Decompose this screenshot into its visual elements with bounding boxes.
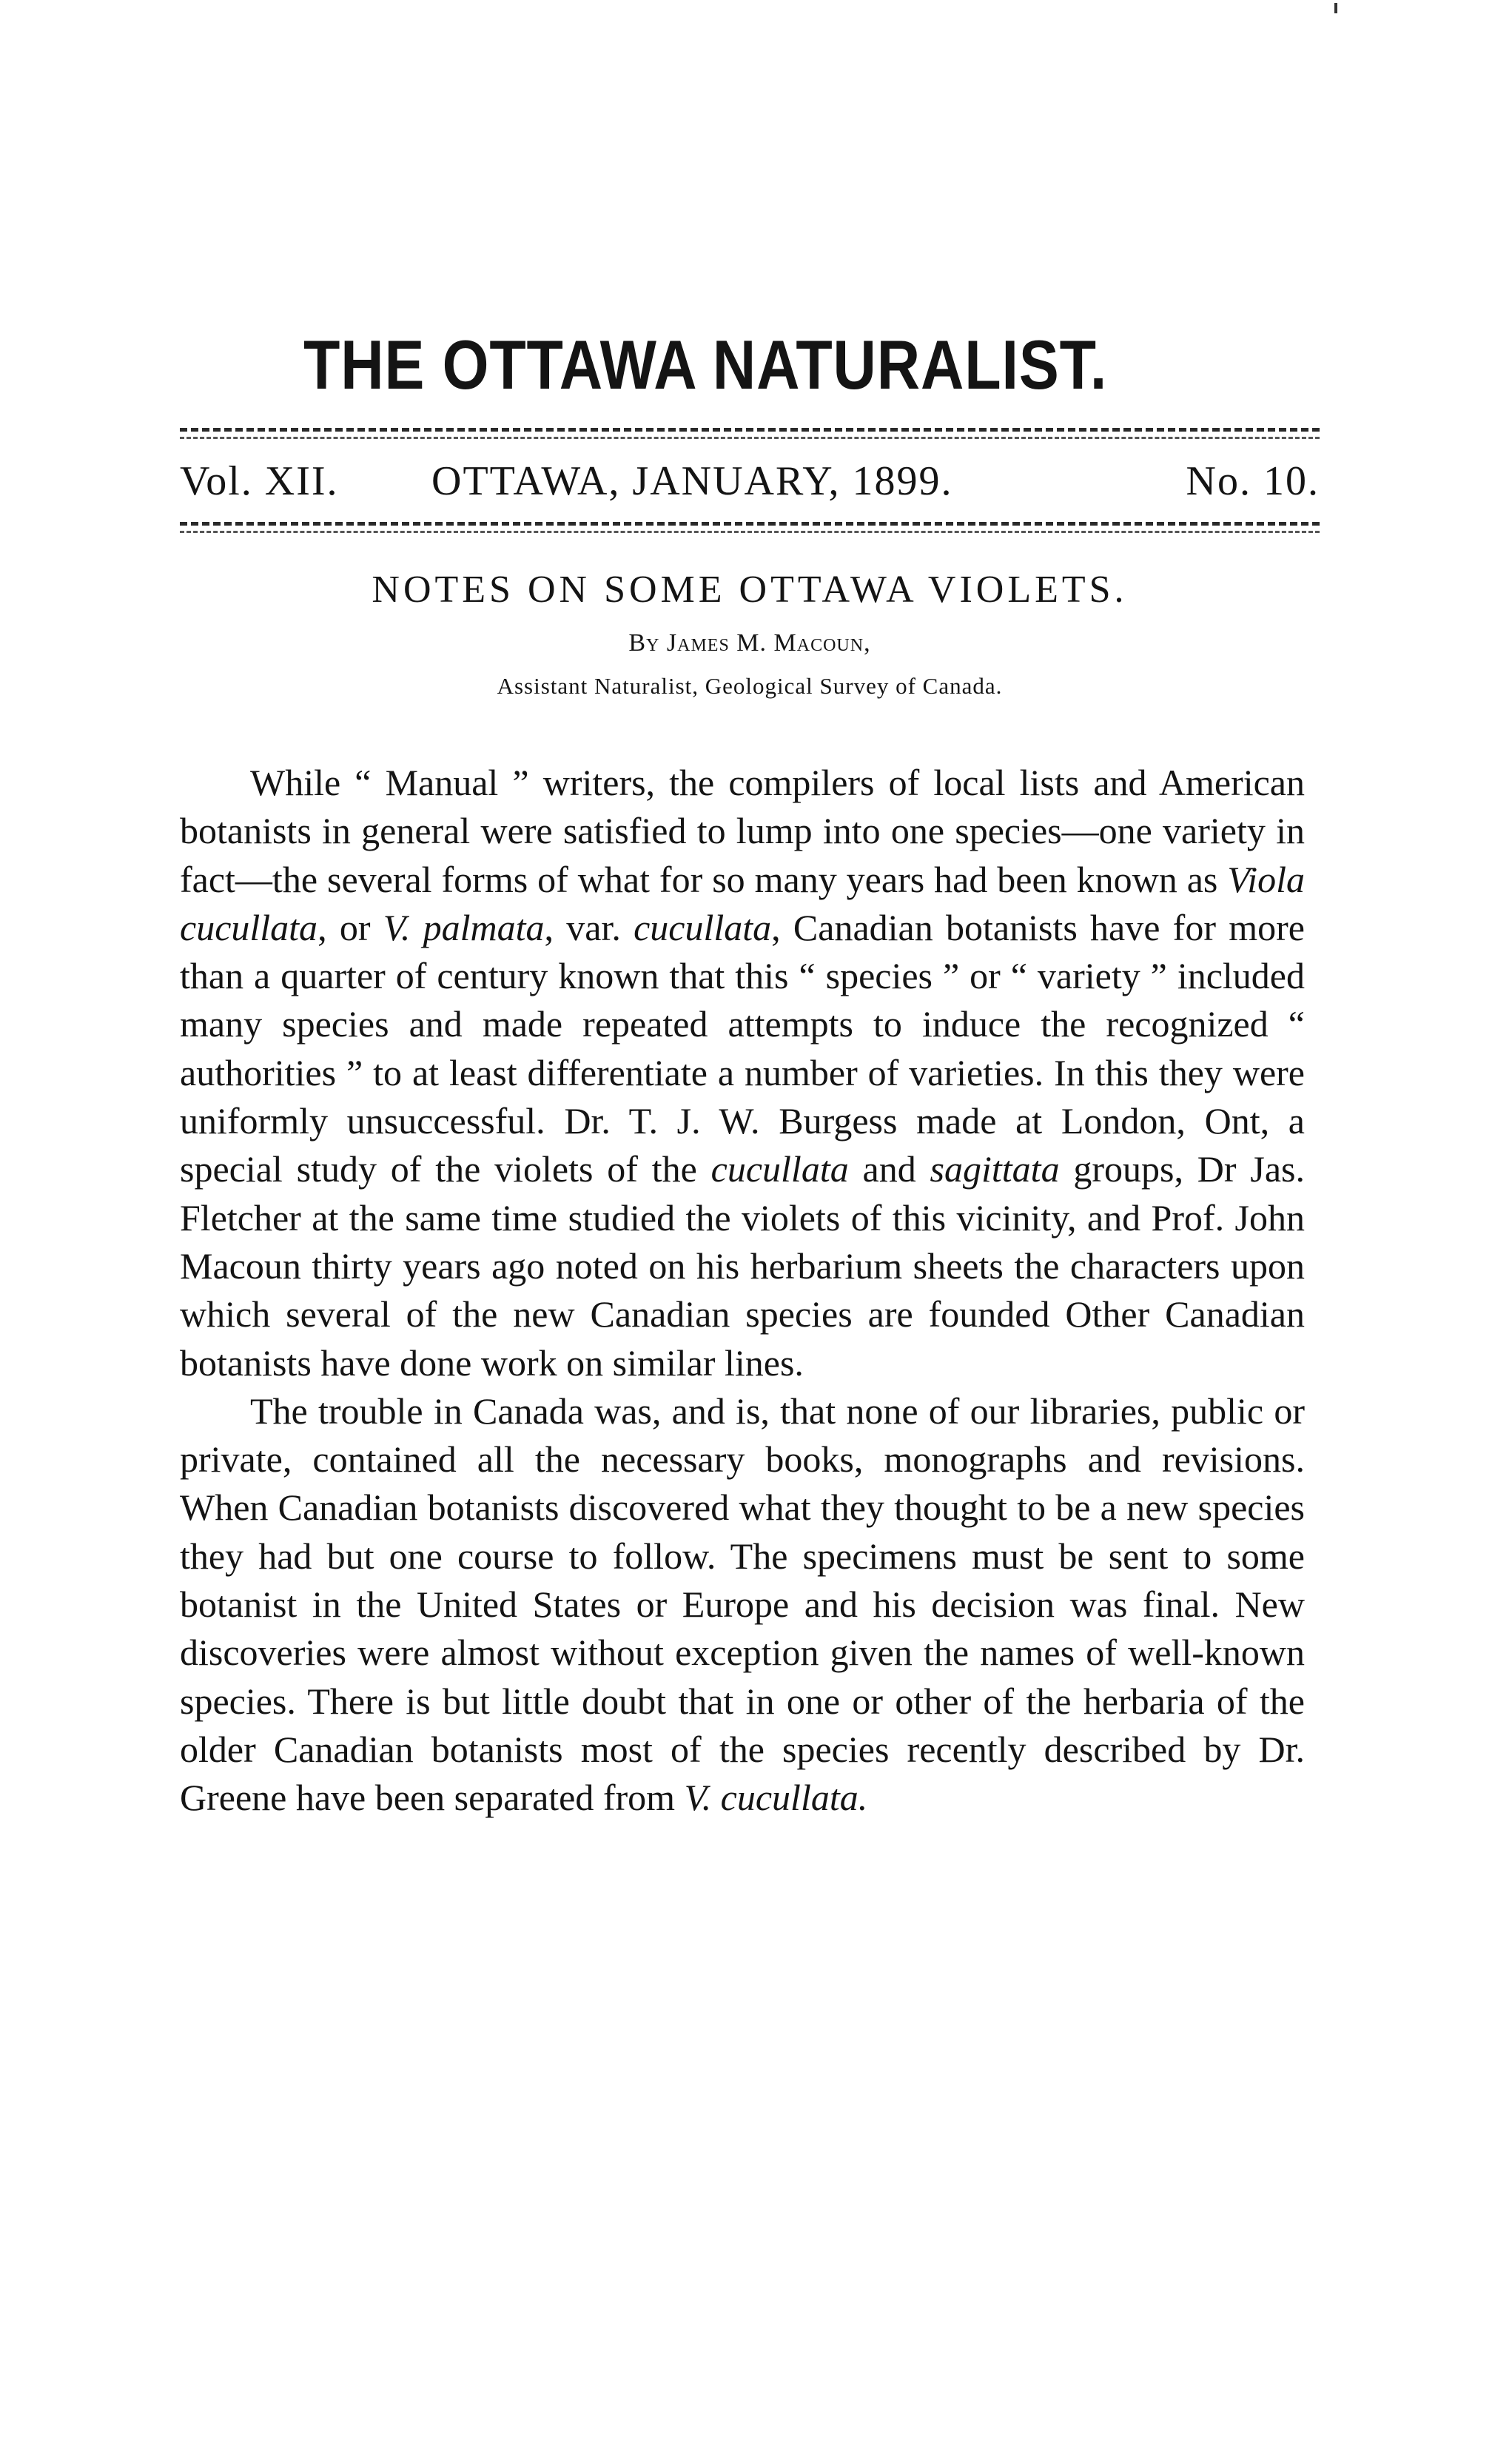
italic-name: sagittata (930, 1148, 1060, 1190)
text-run: , or (317, 906, 383, 948)
paragraph (180, 759, 1305, 1387)
article-body (180, 759, 1305, 1823)
text-run: , var. (544, 906, 634, 948)
italic-name: V. cucullata. (684, 1777, 868, 1819)
volume-label: Vol. XII. (180, 458, 339, 504)
author-affiliation: Assistant Naturalist, Geological Survey of Canada. (497, 673, 1003, 699)
masthead-rule-top-thin (180, 437, 1320, 439)
italic-name: Viola cucullata (180, 858, 1305, 948)
italic-name: cucullata (710, 1148, 849, 1190)
article-title: NOTES ON SOME OTTAWA VIOLETS. (372, 569, 1128, 611)
dateline: OTTAWA, JANUARY, 1899. (431, 458, 953, 504)
journal-title: THE OTTAWA NATURALIST. (303, 326, 1108, 403)
masthead-rule-top (180, 428, 1320, 432)
italic-name: cucullata (634, 906, 772, 948)
article-byline: By James M. Macoun, (628, 629, 871, 657)
issue-number: No. 10. (1186, 458, 1320, 504)
italic-name: V. palmata (383, 906, 545, 948)
masthead-rule-bottom (180, 522, 1320, 526)
paragraph (180, 1387, 1305, 1823)
text-run: groups, Dr Jas. Fletcher at the same time studied the violets of this vicinity, and Prof. John Macoun thirty years ago noted on his herbarium sheets the characters upon which several of the new Canadian species are founded Other Canadian botanists have done work on similar lines. (180, 1148, 1305, 1384)
text-run: The trouble in Canada was, and is, that none of our libraries, public or private, contained all the necessary books, monographs and revisions. When Canadian botanists discovered what they thought to be a new species they had but one course to follow. The specimens must be sent to some botanist in the United States or Europe and his decision was final. New discoveries were almost without exception given the names of well-known species. There is but little doubt that in one or other of the herbaria of the older Canadian botanists most of the species recently described by Dr. Greene have been separated from (180, 1390, 1305, 1819)
issue-line (180, 452, 1320, 511)
print-mark (1334, 3, 1337, 13)
text-run: , Canadian botanists have for more than a quarter of century known that this “ species ” or “ variety ” included many species and made repeated attempts to induce the recognized “ authorities ” to at least differentiate a number of varieties. In this they were uniformly unsuccessful. Dr. T. J. W. Burgess made at London, Ont, a special study of the violets of the (180, 906, 1305, 1190)
masthead-rule-bottom-thin (180, 531, 1320, 533)
text-run: While “ Manual ” writers, the compilers of local lists and American botanists in general were satisfied to lump into one species—one variety in fact—the several forms of what for so many years had been known as (180, 762, 1305, 900)
text-run: and (848, 1148, 930, 1190)
